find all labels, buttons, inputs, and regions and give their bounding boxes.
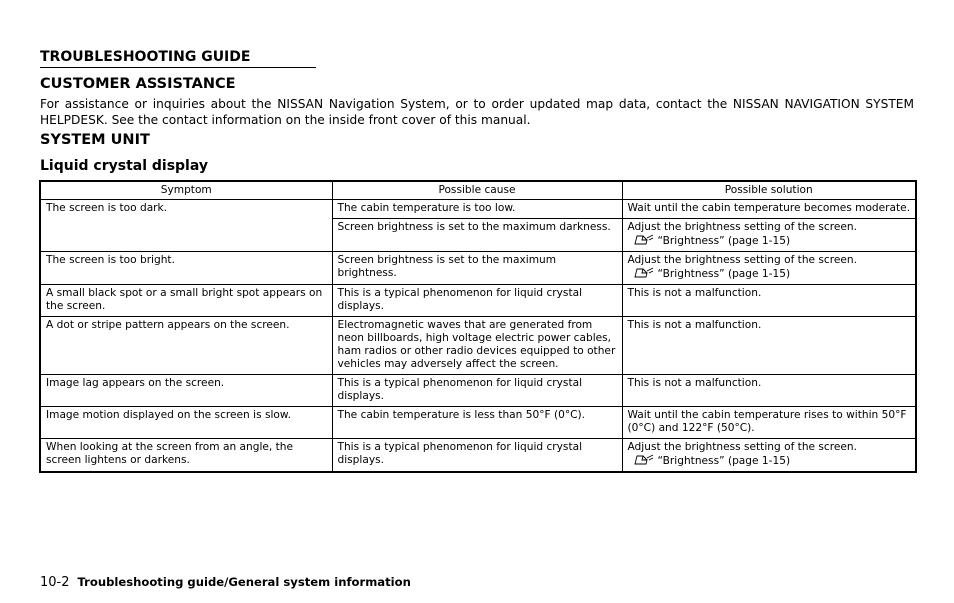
reference-link[interactable]: “Brightness” (page 1-15) — [657, 455, 791, 467]
cause-cell: The cabin temperature is less than 50°F (0°C). — [332, 407, 622, 439]
solution-text: Adjust the brightness setting of the screen. — [627, 254, 857, 266]
solution-cell: This is not a malfunction. — [622, 285, 916, 317]
solution-cell: Wait until the cabin temperature rises to within 50°F (0°C) and 122°F (50°C). — [622, 407, 916, 439]
table-header-row — [40, 181, 916, 200]
table-row — [40, 407, 916, 439]
table-row — [40, 317, 916, 375]
table-row — [40, 285, 916, 317]
system-unit-heading: SYSTEM UNIT — [40, 132, 150, 148]
solution-cell: This is not a malfunction. — [622, 375, 916, 407]
section-title: TROUBLESHOOTING GUIDE — [40, 49, 316, 68]
cause-cell: This is a typical phenomenon for liquid crystal displays. — [332, 285, 622, 317]
solution-cell — [622, 219, 916, 252]
header-symptom: Symptom — [40, 181, 332, 200]
symptom-cell: A dot or stripe pattern appears on the screen. — [40, 317, 332, 375]
solution-cell — [622, 252, 916, 285]
solution-text: Adjust the brightness setting of the screen. — [627, 221, 857, 233]
lcd-subheading: Liquid crystal display — [40, 158, 208, 174]
reference-line — [628, 267, 912, 281]
table-row — [40, 439, 916, 473]
reference-link[interactable]: “Brightness” (page 1-15) — [657, 268, 791, 280]
page-number: 10-2 — [40, 575, 70, 590]
page-reference-icon — [634, 234, 654, 245]
header-possible-cause: Possible cause — [332, 181, 622, 200]
table-row — [40, 375, 916, 407]
customer-assistance-heading: CUSTOMER ASSISTANCE — [40, 76, 236, 92]
symptom-cell: The screen is too dark. — [40, 200, 332, 252]
reference-line — [628, 234, 912, 248]
customer-assistance-text: For assistance or inquiries about the NISSAN Navigation System, or to order updated map data, contact the NISSAN NAVIGATION SYSTEM HELPDESK. See the contact information on the inside front cover of this manual. — [40, 97, 914, 127]
cause-cell: This is a typical phenomenon for liquid crystal displays. — [332, 375, 622, 407]
header-possible-solution: Possible solution — [622, 181, 916, 200]
cause-cell: The cabin temperature is too low. — [332, 200, 622, 219]
reference-line — [628, 454, 912, 468]
lcd-troubleshooting-table — [39, 180, 917, 473]
symptom-cell: The screen is too bright. — [40, 252, 332, 285]
symptom-cell: When looking at the screen from an angle, the screen lightens or darkens. — [40, 439, 332, 473]
solution-text: Adjust the brightness setting of the screen. — [627, 441, 857, 453]
solution-cell — [622, 439, 916, 473]
footer-title: Troubleshooting guide/General system information — [77, 575, 411, 589]
table-row — [40, 200, 916, 219]
cause-cell: Electromagnetic waves that are generated from neon billboards, high voltage electric power cables, ham radios or other radio devices equipped to other vehicles may adversely affect the screen. — [332, 317, 622, 375]
cause-cell: This is a typical phenomenon for liquid crystal displays. — [332, 439, 622, 473]
page-footer — [40, 574, 411, 591]
page-reference-icon — [634, 267, 654, 278]
symptom-cell: A small black spot or a small bright spot appears on the screen. — [40, 285, 332, 317]
page-reference-icon — [634, 454, 654, 465]
symptom-cell: Image lag appears on the screen. — [40, 375, 332, 407]
cause-cell: Screen brightness is set to the maximum brightness. — [332, 252, 622, 285]
symptom-cell: Image motion displayed on the screen is slow. — [40, 407, 332, 439]
cause-cell: Screen brightness is set to the maximum darkness. — [332, 219, 622, 252]
solution-cell: This is not a malfunction. — [622, 317, 916, 375]
table-row — [40, 252, 916, 285]
reference-link[interactable]: “Brightness” (page 1-15) — [657, 235, 791, 247]
solution-cell: Wait until the cabin temperature becomes moderate. — [622, 200, 916, 219]
